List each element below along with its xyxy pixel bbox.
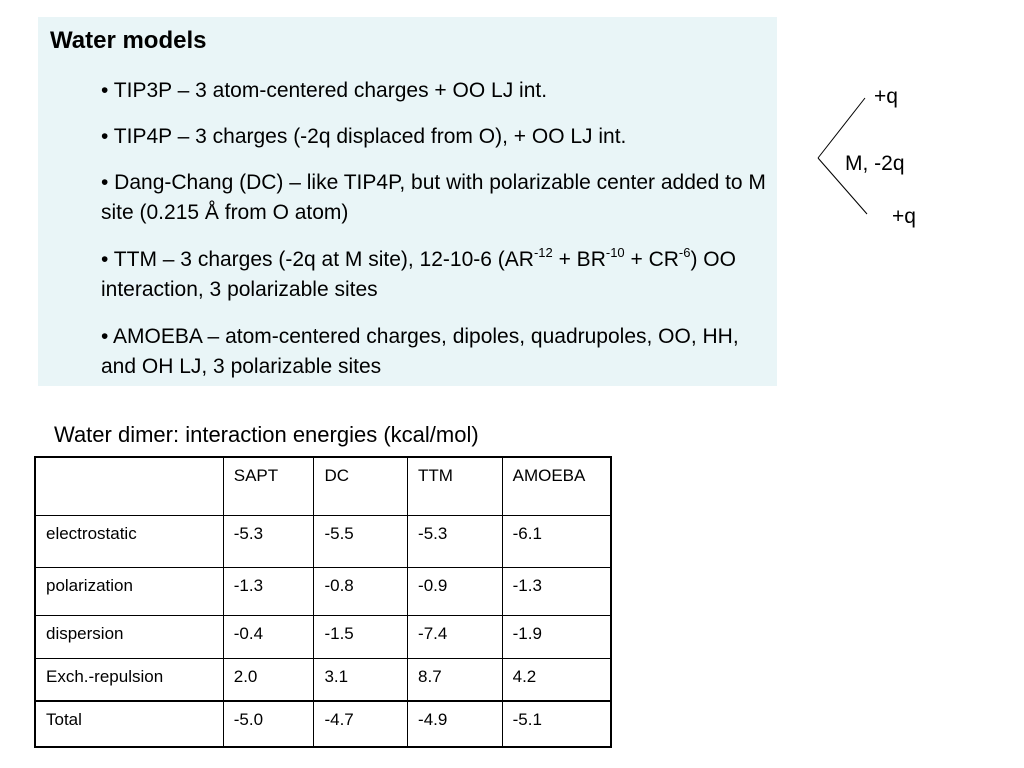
table-row	[35, 615, 611, 658]
model-item-tip4p	[101, 122, 771, 152]
model-item-text: + CR	[624, 248, 679, 271]
table-cell: 4.2	[502, 658, 611, 701]
row-label: Exch.-repulsion	[35, 658, 223, 701]
table-cell: -0.9	[408, 567, 503, 615]
table-row	[35, 658, 611, 701]
table-header-row	[35, 457, 611, 515]
model-item-text: • TIP4P – 3 charges (-2q displaced from O), + OO LJ int.	[101, 125, 627, 148]
table-caption: Water dimer: interaction energies (kcal/mol)	[54, 422, 479, 447]
model-item-dc	[101, 168, 771, 228]
water-models-title: Water models	[50, 27, 207, 54]
exponent: -6	[678, 245, 691, 260]
table-cell: -4.9	[408, 701, 503, 747]
header-cell: TTM	[408, 457, 503, 515]
header-cell	[35, 457, 223, 515]
diagram-label-bottom: +q	[892, 205, 916, 228]
table-cell: 2.0	[223, 658, 314, 701]
table-cell: -5.3	[223, 515, 314, 567]
diagram-label-top: +q	[874, 85, 898, 108]
model-item-text: • TTM – 3 charges (-2q at M site), 12-10-6 (AR	[101, 248, 534, 271]
model-item-ttm	[101, 245, 771, 305]
table-row-total	[35, 701, 611, 747]
header-cell: SAPT	[223, 457, 314, 515]
table-cell: -1.9	[502, 615, 611, 658]
model-item-tip3p	[101, 76, 771, 106]
table-cell: -7.4	[408, 615, 503, 658]
table-row	[35, 567, 611, 615]
table-cell: -4.7	[314, 701, 408, 747]
model-item-text: + BR	[552, 248, 606, 271]
diagram-label-middle: M, -2q	[845, 152, 905, 175]
table-cell: -5.3	[408, 515, 503, 567]
interaction-energies-table	[34, 456, 612, 748]
model-item-text: • Dang-Chang (DC) – like TIP4P, but with polarizable center added to M site (0.215 Å from O atom)	[101, 171, 766, 224]
table-cell: -5.5	[314, 515, 408, 567]
table-cell: -0.8	[314, 567, 408, 615]
table-cell: -0.4	[223, 615, 314, 658]
table-row	[35, 515, 611, 567]
table-cell: -5.0	[223, 701, 314, 747]
row-label: polarization	[35, 567, 223, 615]
table-cell: -1.5	[314, 615, 408, 658]
exponent: -10	[605, 245, 625, 260]
header-cell: DC	[314, 457, 408, 515]
table-cell: 3.1	[314, 658, 408, 701]
model-item-amoeba	[101, 322, 771, 382]
exponent: -12	[533, 245, 553, 260]
table-cell: -1.3	[223, 567, 314, 615]
model-item-text: • TIP3P – 3 atom-centered charges + OO LJ int.	[101, 79, 548, 102]
table-cell: 8.7	[408, 658, 503, 701]
row-label: electrostatic	[35, 515, 223, 567]
table-cell: -6.1	[502, 515, 611, 567]
water-molecule-diagram	[810, 80, 950, 230]
row-label: dispersion	[35, 615, 223, 658]
table-cell: -1.3	[502, 567, 611, 615]
bond-line-top	[818, 98, 865, 158]
table-cell: -5.1	[502, 701, 611, 747]
model-item-text: • AMOEBA – atom-centered charges, dipoles, quadrupoles, OO, HH, and OH LJ, 3 polarizable sites	[101, 325, 739, 378]
header-cell: AMOEBA	[502, 457, 611, 515]
row-label: Total	[35, 701, 223, 747]
model-item-text: ) OO interaction, 3 polarizable sites	[101, 248, 736, 301]
water-models-box	[38, 17, 777, 386]
